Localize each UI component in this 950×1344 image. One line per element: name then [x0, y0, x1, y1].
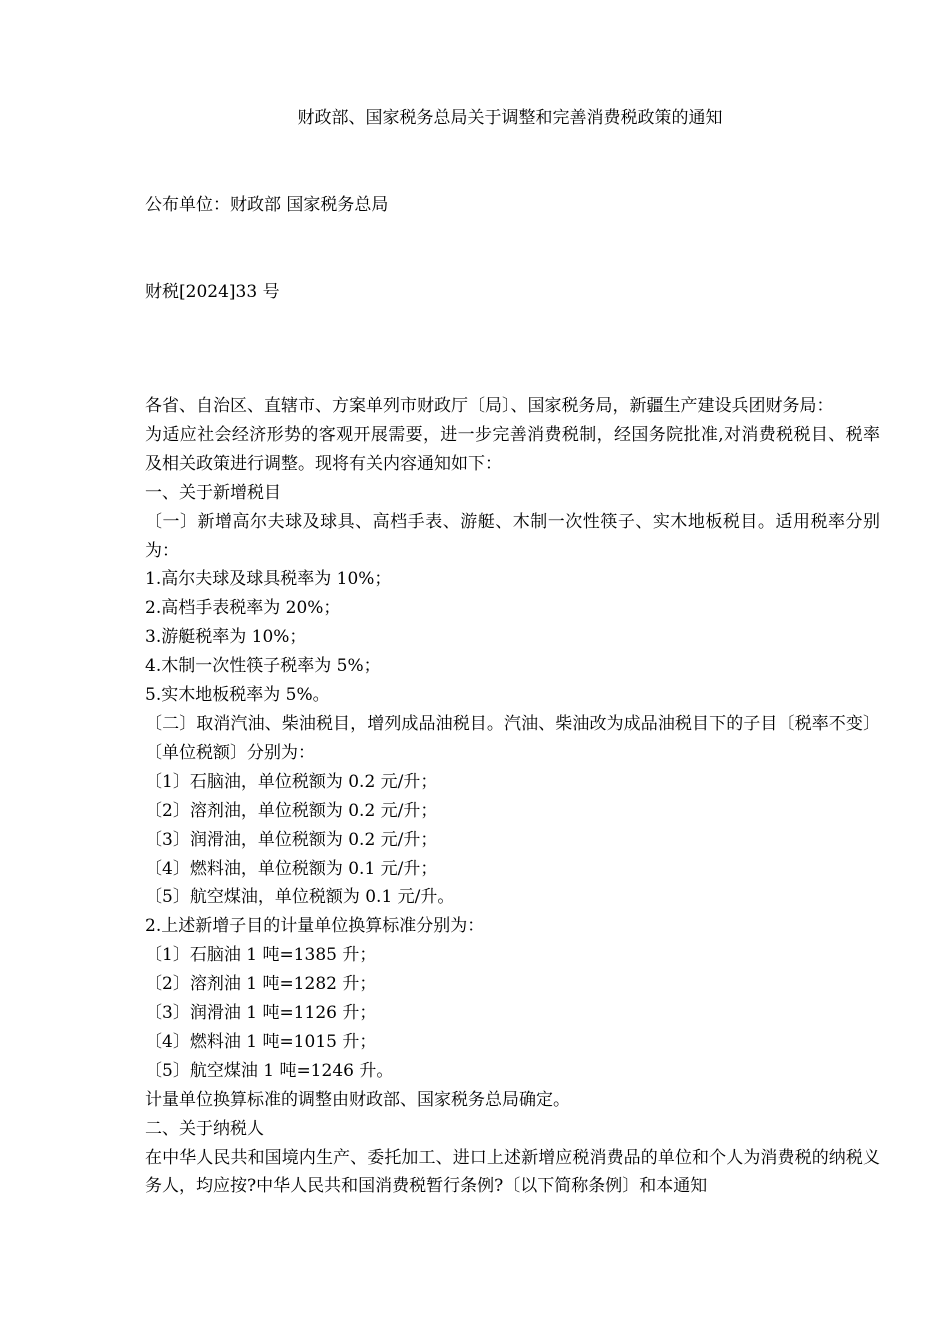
list-item: 〔2〕溶剂油，单位税额为 0.2 元/升； — [145, 800, 438, 821]
list-item: 〔5〕航空煤油，单位税额为 0.1 元/升。 — [145, 887, 455, 908]
paragraph: 2.上述新增子目的计量单位换算标准分别为： — [145, 916, 485, 937]
paragraph: 〔二〕取消汽油、柴油税目，增列成品油税目。汽油、柴油改为成品油税目下的子目〔税率不变〕〔单位税额〕分别为： — [145, 713, 880, 763]
list-item: 〔5〕航空煤油 1 吨=1246 升。 — [145, 1060, 394, 1081]
paragraph: 在中华人民共和国境内生产、委托加工、进口上述新增应税消费品的单位和个人为消费税的纳税义务人，均应按?中华人民共和国消费税暂行条例?〔以下简称条例〕和本通知 — [145, 1147, 880, 1197]
document-number: 财税[2024]33 号 — [145, 282, 280, 302]
list-item: 〔1〕石脑油 1 吨=1385 升； — [145, 945, 377, 966]
list-item: 2.高档手表税率为 20%； — [145, 598, 341, 619]
publisher-line: 公布单位：财政部 国家税务总局 — [145, 195, 389, 215]
list-item: 5.实木地板税率为 5%。 — [145, 685, 330, 706]
list-item: 3.游艇税率为 10%； — [145, 627, 307, 648]
section-heading-2: 二、关于纳税人 — [145, 1118, 264, 1139]
paragraph: 计量单位换算标准的调整由财政部、国家税务总局确定。 — [145, 1089, 570, 1110]
list-item: 〔4〕燃料油 1 吨=1015 升； — [145, 1031, 377, 1052]
list-item: 〔4〕燃料油，单位税额为 0.1 元/升； — [145, 858, 438, 879]
list-item: 〔3〕润滑油 1 吨=1126 升； — [145, 1003, 377, 1024]
section-heading-1: 一、关于新增税目 — [145, 482, 281, 503]
document-title: 财政部、国家税务总局关于调整和完善消费税政策的通知 — [297, 108, 723, 128]
paragraph-intro: 为适应社会经济形势的客观开展需要，进一步完善消费税制，经国务院批准,对消费税税目、税率及相关政策进行调整。现将有关内容通知如下： — [145, 424, 880, 474]
list-item: 4.木制一次性筷子税率为 5%； — [145, 656, 381, 677]
paragraph: 〔一〕新增高尔夫球及球具、高档手表、游艇、木制一次性筷子、实木地板税目。适用税率分别为： — [145, 511, 880, 561]
paragraph-addressee: 各省、自治区、直辖市、方案单列市财政厅〔局〕、国家税务局，新疆生产建设兵团财务局： — [145, 396, 834, 416]
list-item: 〔3〕润滑油，单位税额为 0.2 元/升； — [145, 829, 438, 850]
document-body — [145, 392, 880, 1201]
list-item: 〔2〕溶剂油 1 吨=1282 升； — [145, 974, 377, 995]
list-item: 1.高尔夫球及球具税率为 10%； — [145, 569, 392, 590]
list-item: 〔1〕石脑油，单位税额为 0.2 元/升； — [145, 771, 438, 792]
